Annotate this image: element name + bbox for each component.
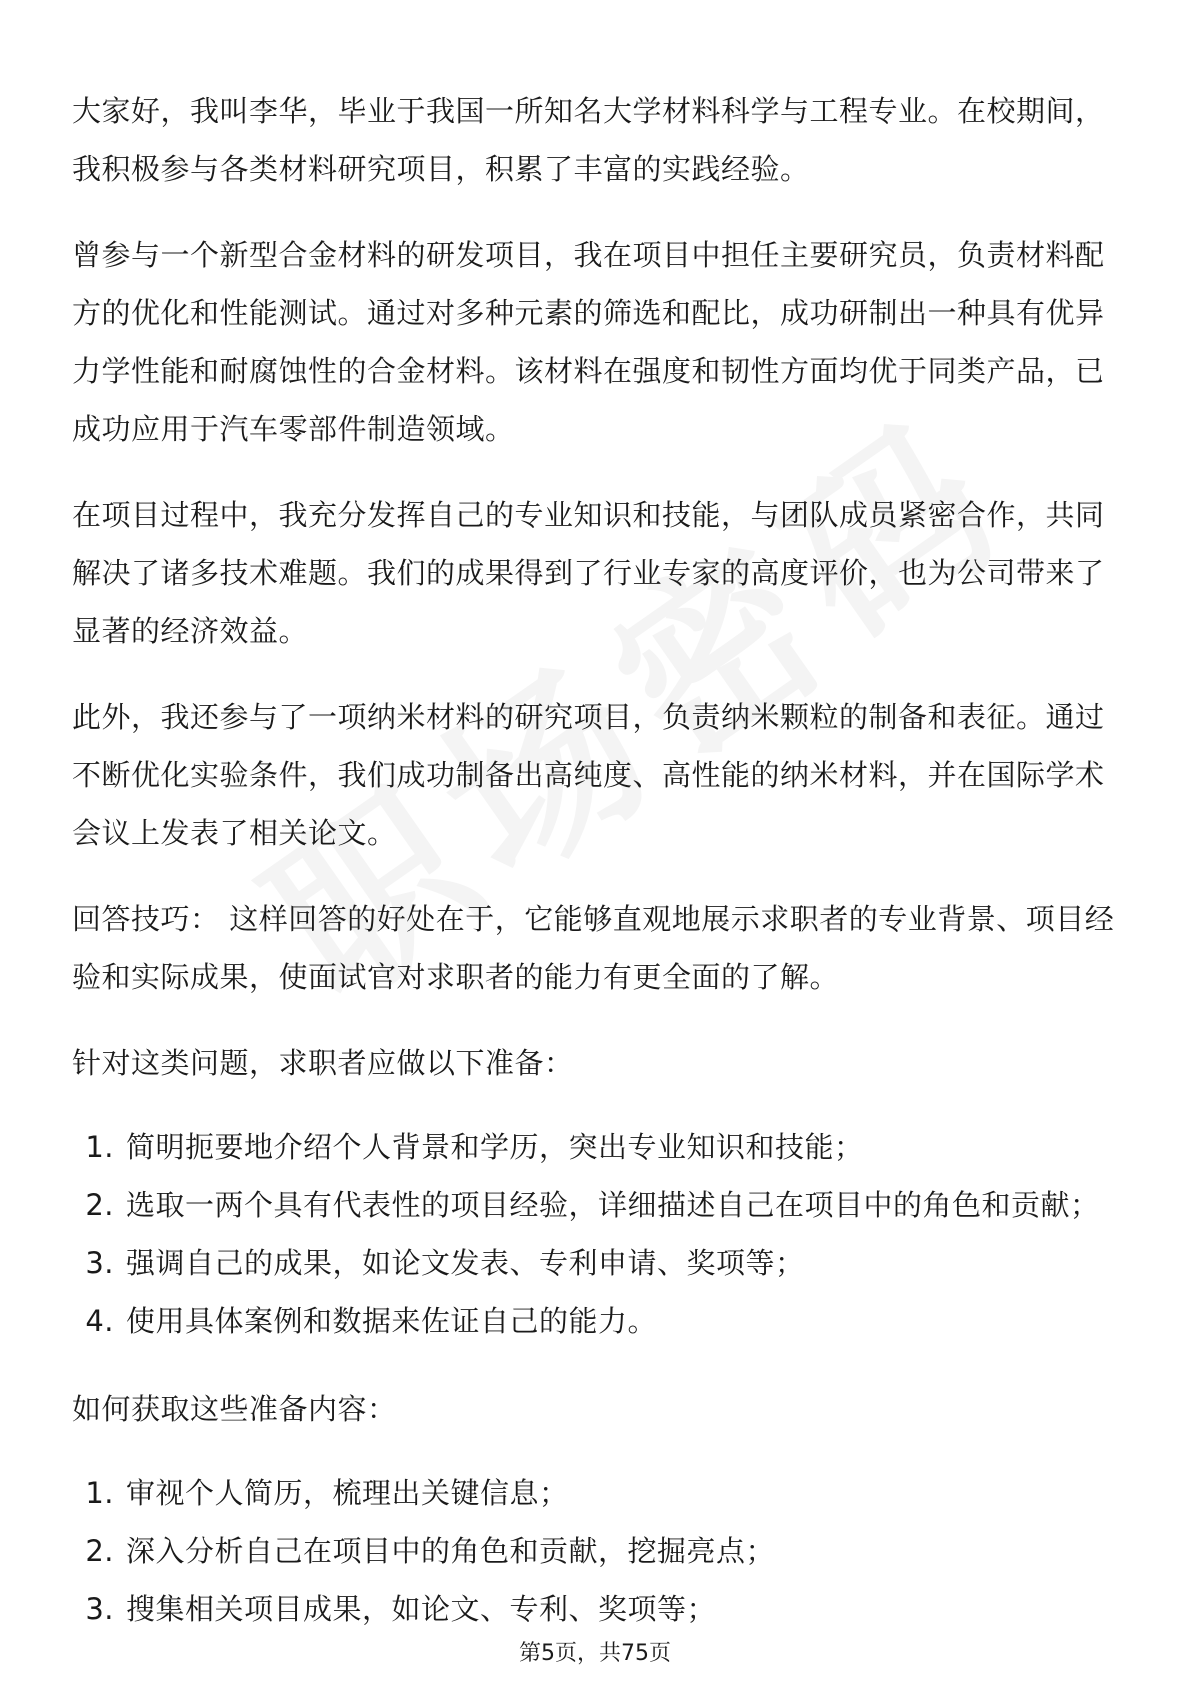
list-number: 2. [85, 1534, 114, 1568]
list-item [72, 1522, 1122, 1580]
list-item [72, 1580, 1122, 1638]
paragraph-alloy-project: 曾参与一个新型合金材料的研发项目，我在项目中担任主要研究员，负责材料配方的优化和性能测试。通过对多种元素的筛选和配比，成功研制出一种具有优异力学性能和耐腐蚀性的合金材料。该材料在强度和韧性方面均优于同类产品，已成功应用于汽车零部件制造领域。 [72, 238, 1105, 446]
list-item [72, 1118, 1122, 1176]
list-item [72, 1464, 1122, 1522]
list-text: 简明扼要地介绍个人背景和学历，突出专业知识和技能； [126, 1130, 864, 1164]
paragraph-teamwork: 在项目过程中，我充分发挥自己的专业知识和技能，与团队成员紧密合作，共同解决了诸多技术难题。我们的成果得到了行业专家的高度评价，也为公司带来了显著的经济效益。 [72, 498, 1105, 648]
list-number: 1. [85, 1130, 114, 1164]
paragraph-intro: 大家好，我叫李华，毕业于我国一所知名大学材料科学与工程专业。在校期间，我积极参与各类材料研究项目，积累了丰富的实践经验。 [72, 94, 1105, 186]
page-footer: 第5页，共75页 [519, 1641, 671, 1666]
list-item [72, 1176, 1122, 1234]
paragraph-answer-tips: 回答技巧： 这样回答的好处在于，它能够直观地展示求职者的专业背景、项目经验和实际成果，使面试官对求职者的能力有更全面的了解。 [72, 902, 1115, 994]
list-text: 审视个人简历，梳理出关键信息； [126, 1476, 569, 1510]
list-text: 强调自己的成果，如论文发表、专利申请、奖项等； [126, 1246, 805, 1280]
list-text: 搜集相关项目成果，如论文、专利、奖项等； [126, 1592, 717, 1626]
list-number: 1. [85, 1476, 114, 1510]
list-text: 深入分析自己在项目中的角色和贡献，挖掘亮点； [126, 1534, 776, 1568]
obtain-list [72, 1464, 1122, 1638]
list-number: 4. [85, 1304, 114, 1338]
list-number: 2. [85, 1188, 114, 1222]
prep-intro: 针对这类问题，求职者应做以下准备： [72, 1046, 574, 1080]
list-number: 3. [85, 1246, 114, 1280]
list-text: 选取一两个具有代表性的项目经验，详细描述自己在项目中的角色和贡献； [126, 1188, 1100, 1222]
list-text: 使用具体案例和数据来佐证自己的能力。 [126, 1304, 658, 1338]
document-body [72, 82, 1122, 1668]
list-item [72, 1292, 1122, 1350]
prep-list [72, 1118, 1122, 1350]
list-item [72, 1234, 1122, 1292]
list-number: 3. [85, 1592, 114, 1626]
obtain-intro: 如何获取这些准备内容： [72, 1392, 397, 1426]
paragraph-nano-project: 此外，我还参与了一项纳米材料的研究项目，负责纳米颗粒的制备和表征。通过不断优化实验条件，我们成功制备出高纯度、高性能的纳米材料，并在国际学术会议上发表了相关论文。 [72, 700, 1105, 850]
